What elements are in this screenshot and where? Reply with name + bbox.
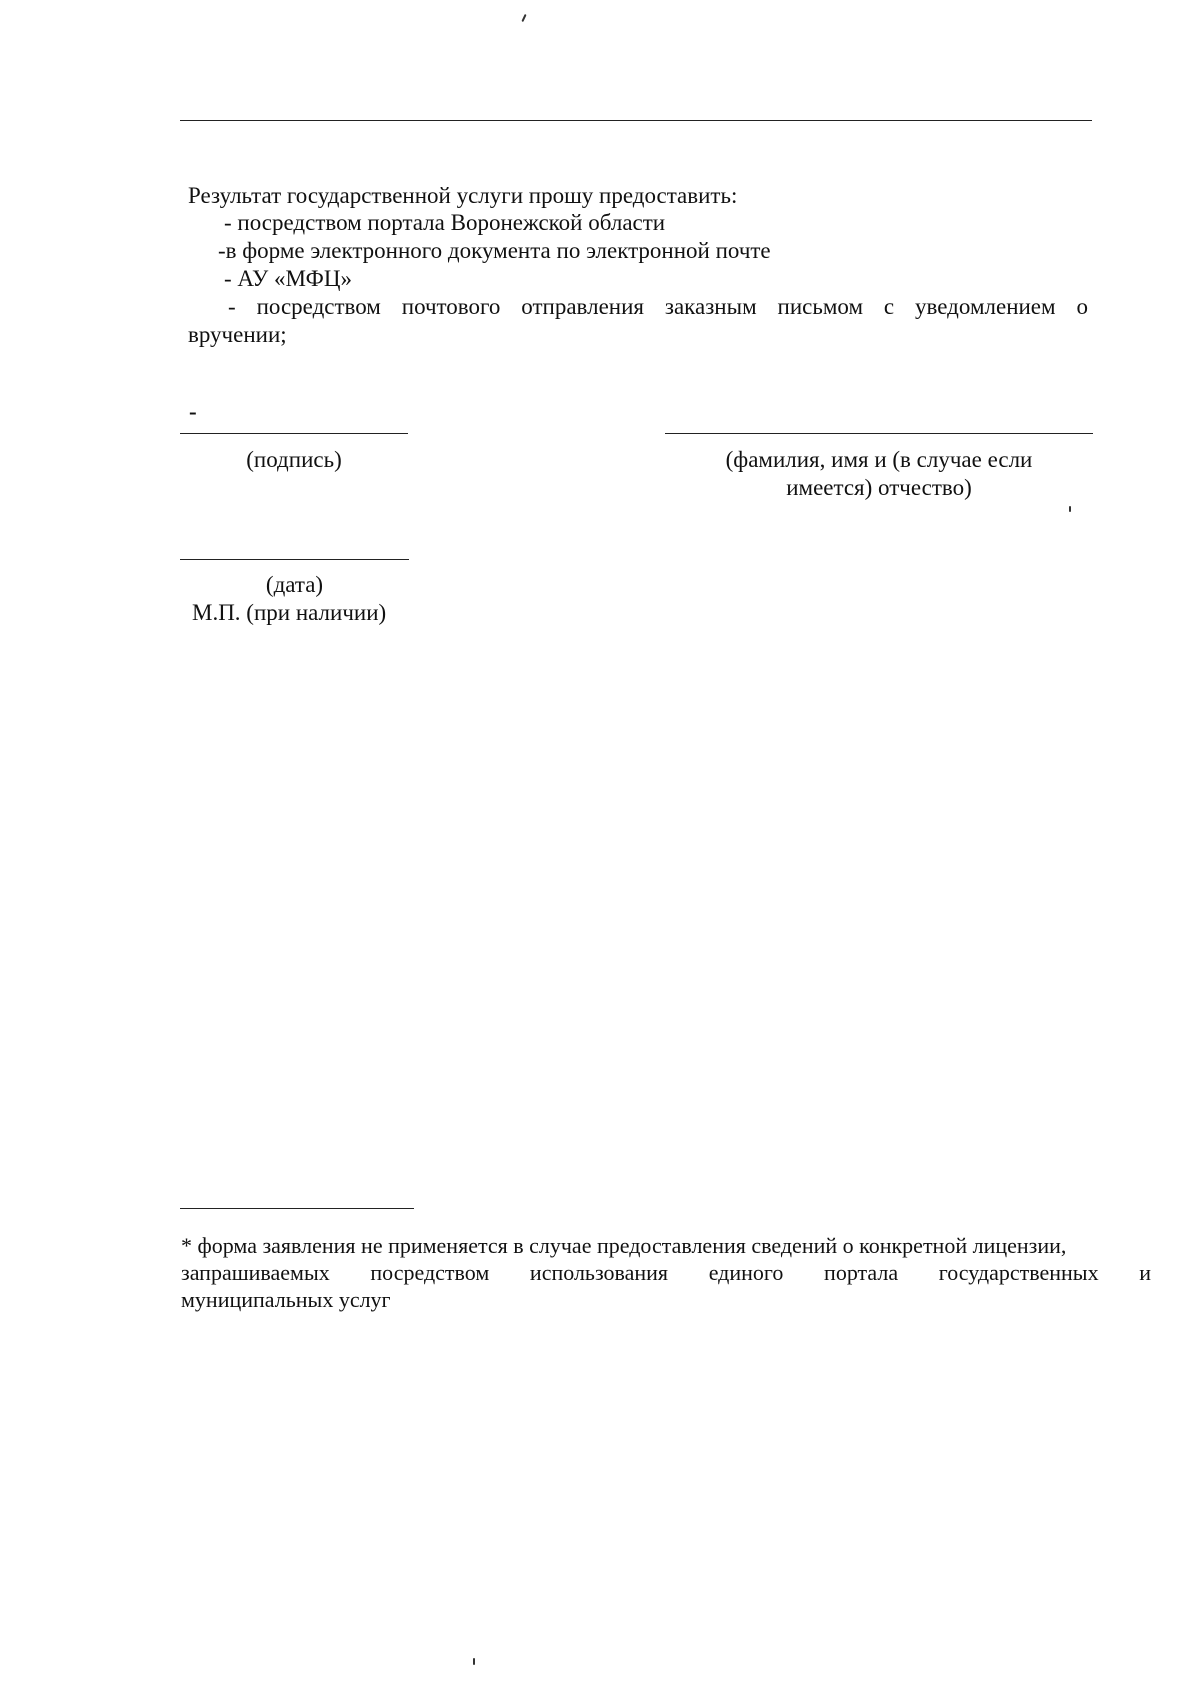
option-mail-line2: вручении; <box>188 322 287 347</box>
stamp-caption: М.П. (при наличии) <box>192 600 387 625</box>
top-rule <box>180 120 1092 121</box>
footnote-line2: запрашиваемых посредством использования единого портала государственных и <box>181 1260 1151 1285</box>
result-heading: Результат государственной услуги прошу предоставить: <box>188 183 738 208</box>
scan-speck <box>473 1658 475 1665</box>
name-caption-line2: имеется) отчество) <box>786 475 972 500</box>
name-line <box>665 433 1093 434</box>
option-portal: - посредством портала Воронежской области <box>224 210 666 235</box>
option-email: -в форме электронного документа по электронной почте <box>218 238 771 263</box>
footnote-line1: * форма заявления не применяется в случае предоставления сведений о конкретной лицензии, <box>181 1233 1067 1258</box>
footnote-separator <box>180 1208 414 1209</box>
option-mfc: - АУ «МФЦ» <box>224 266 352 291</box>
footnote-line3: муниципальных услуг <box>181 1287 391 1312</box>
date-caption: (дата) <box>265 572 324 597</box>
option-mail-line1: - посредством почтового отправления заказным письмом с уведомлением о <box>228 294 1088 319</box>
signature-caption: (подпись) <box>246 447 342 472</box>
leading-dash: - <box>189 399 197 424</box>
date-line <box>180 559 409 560</box>
scan-speck <box>521 14 526 22</box>
name-caption-line1: (фамилия, имя и (в случае если <box>725 447 1033 472</box>
scan-speck <box>1069 506 1071 512</box>
signature-line <box>180 433 408 434</box>
